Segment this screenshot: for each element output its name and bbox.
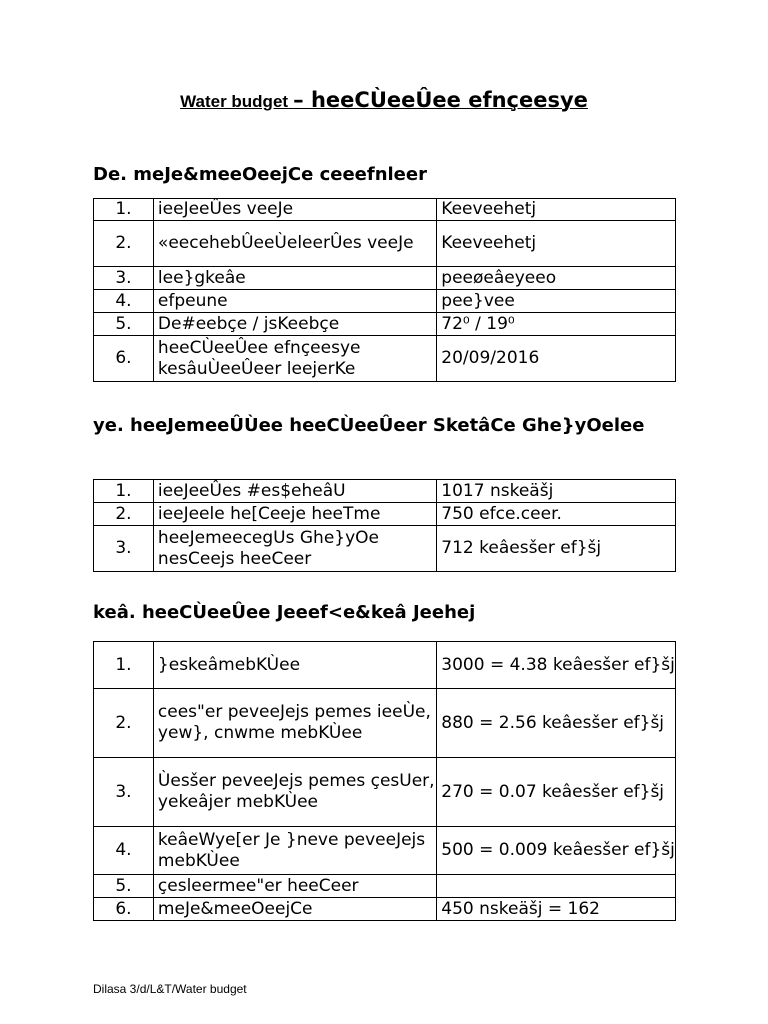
- row-number: 1.: [94, 480, 154, 503]
- row-value: 1017 nskeäšj: [437, 480, 676, 503]
- row-value: pee}vee: [437, 290, 676, 313]
- row-label: De#eebçe / jsKeebçe: [153, 313, 436, 336]
- row-label: lee}gkeâe: [153, 267, 436, 290]
- row-value: 3000 = 4.38 keâesšer ef}šj: [437, 642, 676, 689]
- row-label: ieeJeele he[Ceeje heeTme: [153, 503, 436, 526]
- table-row: [94, 827, 676, 875]
- table-row: [94, 503, 676, 526]
- row-label: efpeune: [153, 290, 436, 313]
- table-row: [94, 480, 676, 503]
- row-label: «eecehebÛeeÙeleerÛes veeJe: [153, 221, 436, 267]
- row-value: 500 = 0.009 keâesšer ef}šj: [437, 827, 676, 875]
- title-main: – heeCÙeeÛee efnçeesye: [293, 88, 588, 112]
- table-row: [94, 290, 676, 313]
- row-number: 4.: [94, 290, 154, 313]
- table-row: [94, 221, 676, 267]
- row-label: heeCÙeeÛee efnçeesye kesâuÙeeÛeer leejerKe: [153, 336, 436, 382]
- section-heading-b: ye. heeJemeeÛÙee heeCÙeeÛeer SketâCe Ghe}yOelee: [93, 415, 645, 436]
- row-number: 3.: [94, 267, 154, 290]
- row-value: 750 efce.ceer.: [437, 503, 676, 526]
- row-number: 1.: [94, 642, 154, 689]
- row-label: heeJemeecegUs Ghe}yOe nesCeejs heeCeer: [153, 526, 436, 572]
- row-label: }eskeâmebKÙee: [153, 642, 436, 689]
- row-value: peeøeâeyeeo: [437, 267, 676, 290]
- table-row: [94, 336, 676, 382]
- title-latin: Water budget: [180, 92, 289, 111]
- row-label: ieeJeeÛes #es$eheâU: [153, 480, 436, 503]
- table-row: [94, 199, 676, 221]
- table-annual-water-use: [93, 641, 676, 921]
- row-label: Ùesšer peveeJejs pemes çesUer, yekeâjer mebKÙee: [153, 758, 436, 827]
- row-label: cees"er peveeJejs pemes ieeÙe, yew}, cnwme mebKÙee: [153, 689, 436, 758]
- row-value: [437, 875, 676, 898]
- row-label: ieeJeeÛes veeJe: [153, 199, 436, 221]
- table-row: [94, 642, 676, 689]
- row-label: keâeWye[er Je }neve peveeJejs mebKÙee: [153, 827, 436, 875]
- row-number: 4.: [94, 827, 154, 875]
- table-general-info: [93, 198, 676, 382]
- document-title: [0, 88, 768, 112]
- row-number: 5.: [94, 313, 154, 336]
- row-number: 2.: [94, 503, 154, 526]
- row-number: 6.: [94, 336, 154, 382]
- table-row: [94, 313, 676, 336]
- row-label: meJe&meeOeejCe: [153, 898, 436, 921]
- row-value: 270 = 0.07 keâesšer ef}šj: [437, 758, 676, 827]
- table-row: [94, 689, 676, 758]
- row-number: 5.: [94, 875, 154, 898]
- table-row: [94, 898, 676, 921]
- row-value: 72⁰ / 19⁰: [437, 313, 676, 336]
- table-row: [94, 267, 676, 290]
- table-row: [94, 758, 676, 827]
- row-value: 712 keâesšer ef}šj: [437, 526, 676, 572]
- row-value: 20/09/2016: [437, 336, 676, 382]
- section-heading-c: keâ. heeCÙeeÛee Jeeef<e&keâ Jeehej: [93, 602, 476, 623]
- row-number: 2.: [94, 221, 154, 267]
- row-number: 1.: [94, 199, 154, 221]
- table-row: [94, 875, 676, 898]
- row-number: 2.: [94, 689, 154, 758]
- table-row: [94, 526, 676, 572]
- row-value: 880 = 2.56 keâesšer ef}šj: [437, 689, 676, 758]
- row-value: Keeveehetj: [437, 199, 676, 221]
- row-value: 450 nskeäšj = 162: [437, 898, 676, 921]
- table-water-availability: [93, 479, 676, 572]
- row-number: 3.: [94, 758, 154, 827]
- row-label: çesleermee"er heeCeer: [153, 875, 436, 898]
- page-footer: Dilasa 3/d/L&T/Water budget: [93, 982, 247, 996]
- row-value: Keeveehetj: [437, 221, 676, 267]
- section-heading-a: De. meJe&meeOeejCe ceeefnleer: [93, 164, 427, 185]
- row-number: 6.: [94, 898, 154, 921]
- row-number: 3.: [94, 526, 154, 572]
